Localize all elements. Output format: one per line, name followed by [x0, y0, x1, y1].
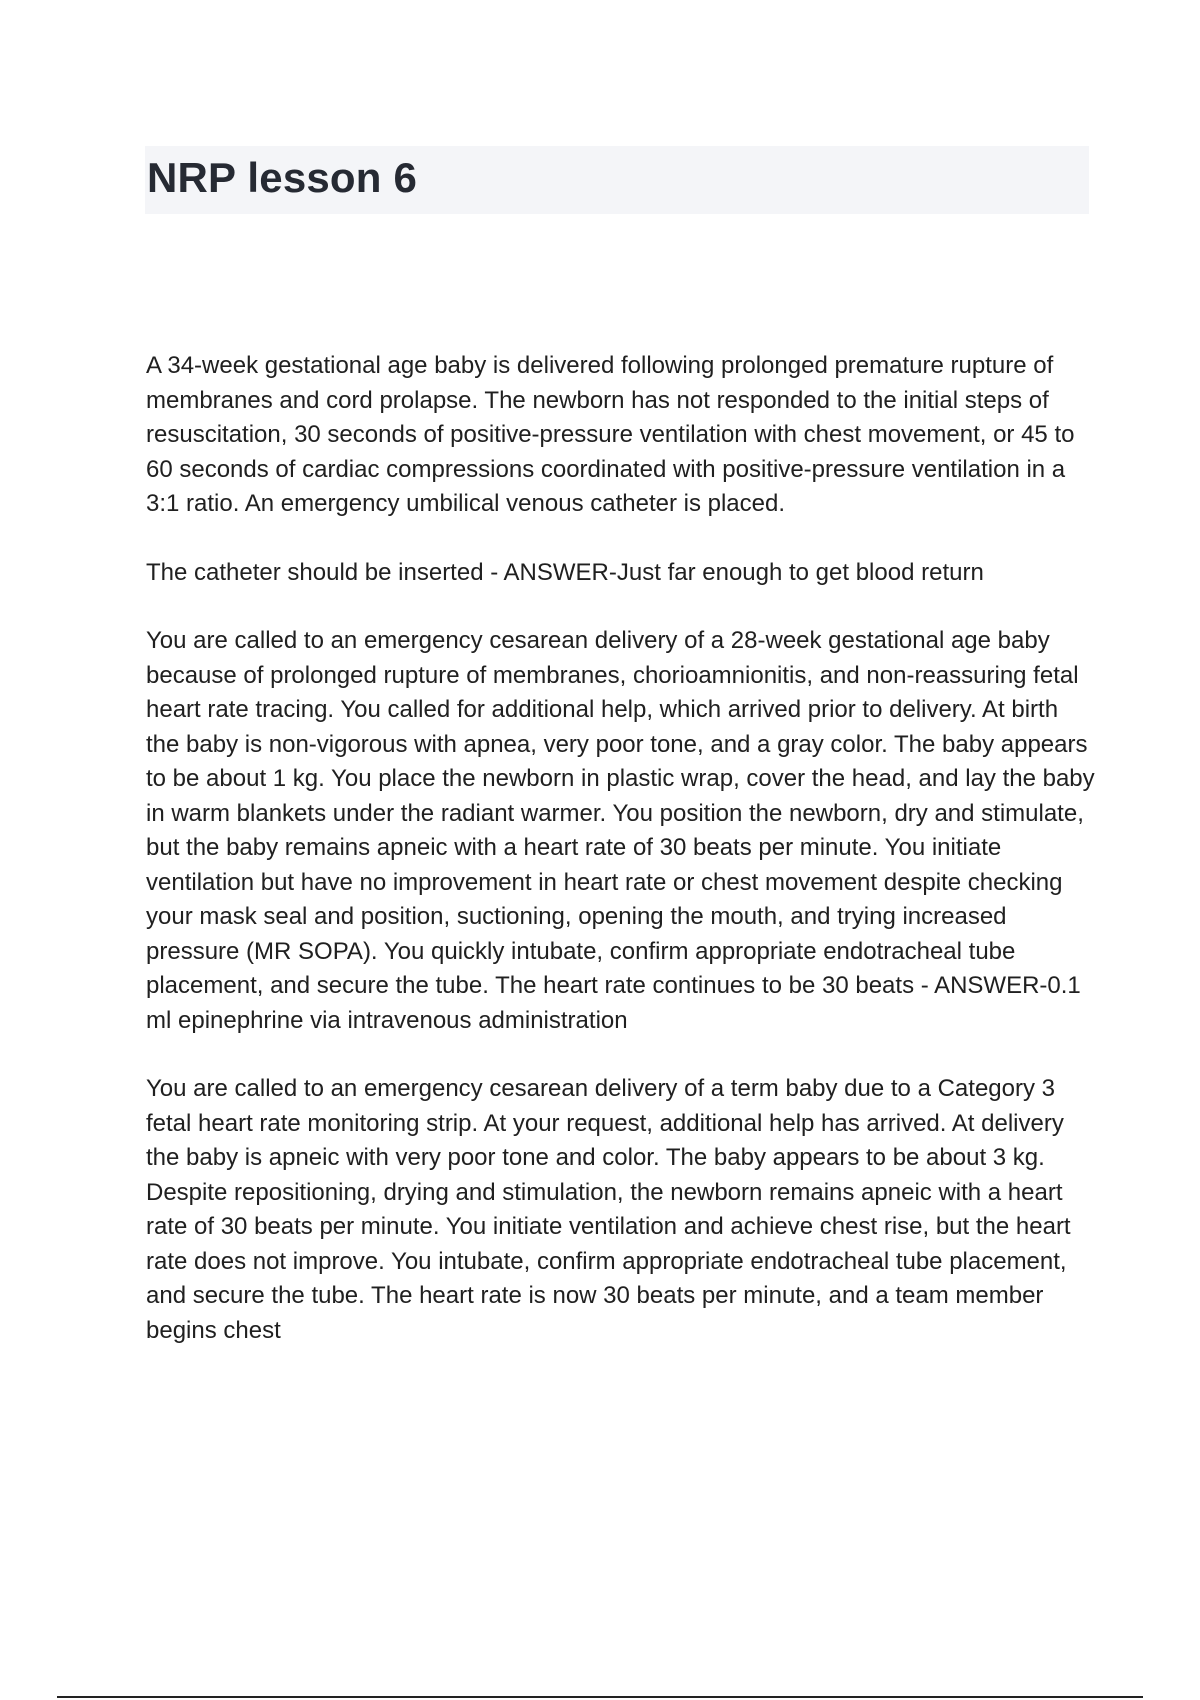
- title-banner: [145, 146, 1089, 214]
- document-body: [146, 349, 1096, 1382]
- paragraph-question-2: You are called to an emergency cesarean delivery of a 28-week gestational age baby because of prolonged rupture of membranes, chorioamnionitis, and non-reassuring fetal heart rate tracing. You called for additional help, which arrived prior to delivery. At birth the baby is non-vigorous with apnea, very poor tone, and a gray color. The baby appears to be about 1 kg. You place the newborn in plastic wrap, cover the head, and lay the baby in warm blankets under the radiant warmer. You position the newborn, dry and stimulate, but the baby remains apneic with a heart rate of 30 beats per minute. You initiate ventilation but have no improvement in heart rate or chest movement despite checking your mask seal and position, suctioning, opening the mouth, and trying increased pressure (MR SOPA). You quickly intubate, confirm appropriate endotracheal tube placement, and secure the tube. The heart rate continues to be 30 beats - ANSWER-0.1 ml epinephrine via intravenous administration: [146, 627, 1095, 1034]
- paragraph-question-1: A 34-week gestational age baby is delivered following prolonged premature rupture of membranes and cord prolapse. The newborn has not responded to the initial steps of resuscitation, 30 seconds of positive-pressure ventilation with chest movement, or 45 to 60 seconds of cardiac compressions coordinated with positive-pressure ventilation in a 3:1 ratio. An emergency umbilical venous catheter is placed.: [146, 352, 1075, 517]
- page-title: NRP lesson 6: [147, 154, 418, 201]
- page-bottom-divider: [57, 1696, 1143, 1698]
- paragraph-question-3: You are called to an emergency cesarean delivery of a term baby due to a Category 3 fetal heart rate monitoring strip. At your request, additional help has arrived. At delivery the baby is apneic with very poor tone and color. The baby appears to be about 3 kg. Despite repositioning, drying and stimulation, the newborn remains apneic with a heart rate of 30 beats per minute. You initiate ventilation and achieve chest rise, but the heart rate does not improve. You intubate, confirm appropriate endotracheal tube placement, and secure the tube. The heart rate is now 30 beats per minute, and a team member begins chest: [146, 1075, 1071, 1344]
- paragraph-answer-1: The catheter should be inserted - ANSWER-Just far enough to get blood return: [146, 558, 984, 586]
